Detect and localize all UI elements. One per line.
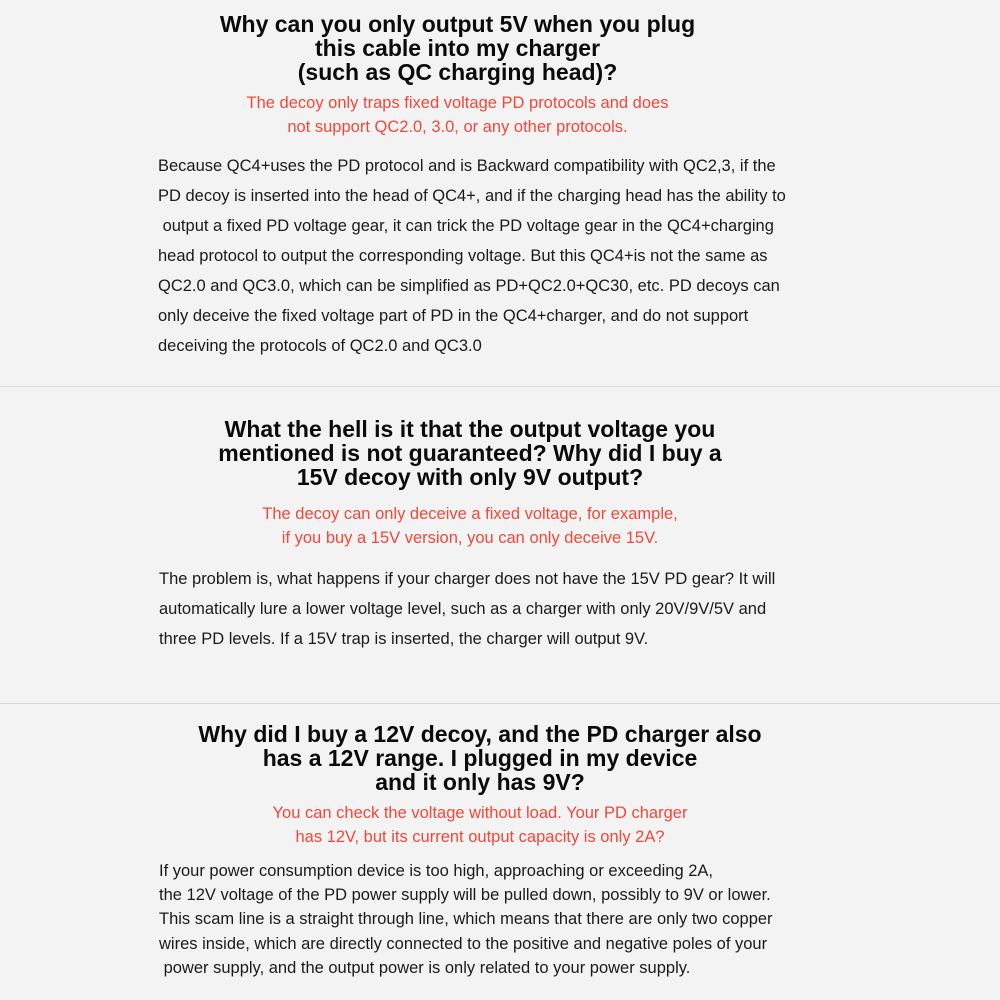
faq-answer-summary [160,801,800,849]
title-line: Why did I buy a 12V decoy, and the PD charger also [198,721,762,747]
body-line: The problem is, what happens if your charger does not have the 15V PD gear? It will [159,570,776,588]
note-line: if you buy a 15V version, you can only deceive 15V. [281,529,659,547]
title-line: What the hell is it that the output voltage you [224,416,716,442]
body-line: automatically lure a lower voltage level, such as a charger with only 20V/9V/5V and [159,600,767,618]
body-line: QC2.0 and QC3.0, which can be simplified as PD+QC2.0+QC30, etc. PD decoys can [158,277,780,295]
faq-answer-body [159,564,775,654]
faq-answer-body [158,151,786,361]
note-line: You can check the voltage without load. Your PD charger [272,804,688,822]
note-line: has 12V, but its current output capacity is only 2A? [295,828,665,846]
body-line: If your power consumption device is too high, approaching or exceeding 2A, [159,862,713,880]
faq-question-title [150,12,765,84]
title-line: this cable into my charger [314,35,601,61]
body-line: power supply, and the output power is only related to your power supply. [159,958,691,977]
faq-section-1 [0,0,1000,386]
title-line: mentioned is not guaranteed? Why did I buy a [218,440,722,466]
title-line: has a 12V range. I plugged in my device [262,745,698,771]
body-line: output a fixed PD voltage gear, it can trick the PD voltage gear in the QC4+charging [158,217,774,235]
title-line: and it only has 9V? [375,769,585,795]
body-line: Because QC4+uses the PD protocol and is Backward compatibility with QC2,3, if the [158,157,776,175]
body-line: deceiving the protocols of QC2.0 and QC3.0 [158,337,482,355]
body-line: This scam line is a straight through line, which means that there are only two copper [159,910,773,929]
faq-answer-body [159,859,773,980]
faq-section-2 [0,387,1000,703]
faq-section-3 [0,704,1000,1000]
faq-answer-summary [150,91,765,139]
title-line: (such as QC charging head)? [297,59,618,85]
note-line: The decoy only traps fixed voltage PD protocols and does [246,94,669,112]
body-line: PD decoy is inserted into the head of QC4+, and if the charging head has the ability to [158,187,786,205]
body-line: three PD levels. If a 15V trap is inserted, the charger will output 9V. [159,630,649,648]
body-line: only deceive the fixed voltage part of PD in the QC4+charger, and do not support [158,307,749,325]
faq-question-title [160,722,800,794]
note-line: The decoy can only deceive a fixed voltage, for example, [262,505,678,523]
title-line: 15V decoy with only 9V output? [296,464,644,490]
body-line: wires inside, which are directly connected to the positive and negative poles of your [159,934,768,953]
faq-question-title [160,417,780,489]
note-line: not support QC2.0, 3.0, or any other protocols. [287,118,628,136]
body-line: head protocol to output the corresponding voltage. But this QC4+is not the same as [158,247,768,265]
faq-answer-summary [160,502,780,550]
title-line: Why can you only output 5V when you plug [219,11,696,37]
body-line: the 12V voltage of the PD power supply will be pulled down, possibly to 9V or lower. [159,886,771,905]
